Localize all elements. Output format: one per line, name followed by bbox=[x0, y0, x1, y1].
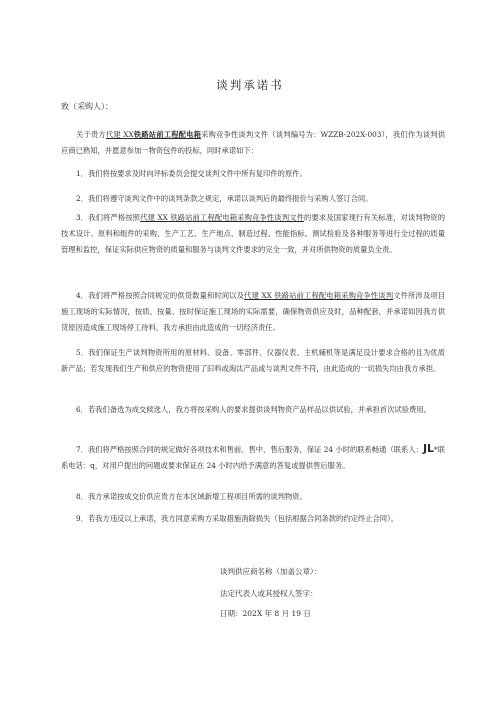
item-6-text: 6．若我们备选为成交候选人，我方将按采购人的要求提供谈判物资产品样品以供试验，并承担首次试验费用。 bbox=[76, 405, 431, 414]
commitment-item-8 bbox=[61, 489, 445, 505]
item-4-text-a: 4．我们将严格按照合同规定的供货数量和时间以及 bbox=[76, 291, 245, 300]
representative-signature-line: 法定代表人或其授权人签字： bbox=[220, 589, 318, 598]
commitment-item-6 bbox=[61, 402, 445, 418]
commitment-item-2 bbox=[61, 191, 445, 207]
commitment-item-1 bbox=[61, 166, 445, 182]
item-5-text: 5．我们保证生产谈判物资所用的原材料、设备、零部件、仪器仪表、主机辅机等是满足设计要求合格的且为优质新产品；若发现我们生产和供应的物资使用了旧料或淘汰产品或与谈判文件不符，由此造成的一切损失均由我方承担。 bbox=[61, 348, 445, 374]
intro-text-1: 关于贵方 bbox=[76, 130, 106, 139]
commitment-item-9 bbox=[61, 511, 445, 527]
commitment-item-4 bbox=[61, 288, 445, 337]
intro-paragraph bbox=[61, 127, 445, 159]
item-8-text: 8．我方承诺按成交价供应贵方在本区域新增工程项目所需的谈判物资。 bbox=[76, 492, 307, 501]
intro-text-2: 采购竞争性谈判文件（谈判编号为：WZZB-202X-003），我们作为谈判供应商已熟知，并愿意参加一物资包件的投标，同时承诺如下： bbox=[61, 130, 446, 156]
item-4-underlined: 代建 XX 铁路站前工程配电箱采购竞争性谈判 bbox=[244, 291, 394, 300]
item-1-text: 1．我们将按要求及时向评标委员会提交谈判文件中所有复印件的原件。 bbox=[76, 169, 307, 178]
item-3-underlined: 代建 XX 铁路站前工程配电箱采购竞争性谈判文件 bbox=[140, 213, 305, 222]
item-3-text-b: 的要求及国家现行有关标准，对谈判物资的技术设计、原料和组件的采购、生产工艺、生产地点、制造过程、性能指标、测试检验及各种服务等进行全过程的质量管理和监控，保证实际供应物资的质量和服务与谈判文件要求的完全一致，并对所供物资的质量负全责。 bbox=[61, 213, 445, 255]
salutation: 致（采购人）： bbox=[61, 102, 113, 111]
item-7-text-a: 7．我们将严格按照合同的规定做好各项技术和售前、售中、售后服务，保证 24 小时的联系畅通（联系人： bbox=[76, 445, 423, 454]
commitment-item-7 bbox=[61, 441, 445, 474]
item-4-text-b: 文件所涉及项目施工现场的实际情况，按质、按量、按时保证施工现场的实际需要，确保物资供应及时，品种配套，并承诺如因我方供货原因造成施工现场停工待料，我方承担由此造成的一切经济责任。 bbox=[61, 291, 445, 333]
document-title: 谈判承诺书 bbox=[216, 78, 284, 92]
intro-project-plain: 代建 XX bbox=[105, 130, 134, 139]
item-2-text: 2．我们将遵守谈判文件中的谈判条款之规定，承诺以谈判后的最终报价与采购人签订合同。 bbox=[76, 194, 373, 203]
intro-project-bold: 铁路站前工程配电箱 bbox=[133, 130, 202, 139]
item-3-text-a: 3．我们将严格按照 bbox=[76, 213, 141, 222]
item-9-text: 9．若我方违反以上承诺，我方同意采购方采取措施消除损失（包括根据合同条款的约定终止合同）。 bbox=[76, 514, 399, 523]
commitment-item-5 bbox=[61, 345, 445, 377]
date-line: 日期：202X 年 8 月 19 日 bbox=[220, 609, 311, 618]
supplier-name-line: 谈判供应商名称（加盖公章）： bbox=[220, 567, 322, 576]
item-7-text-b: *联系电话：q，对用户提出的问题或要求保证在 24 小时内给予满意的答复或提供售后服务。 bbox=[61, 445, 445, 471]
commitment-item-3 bbox=[61, 210, 445, 259]
contact-person: JL bbox=[422, 442, 435, 455]
